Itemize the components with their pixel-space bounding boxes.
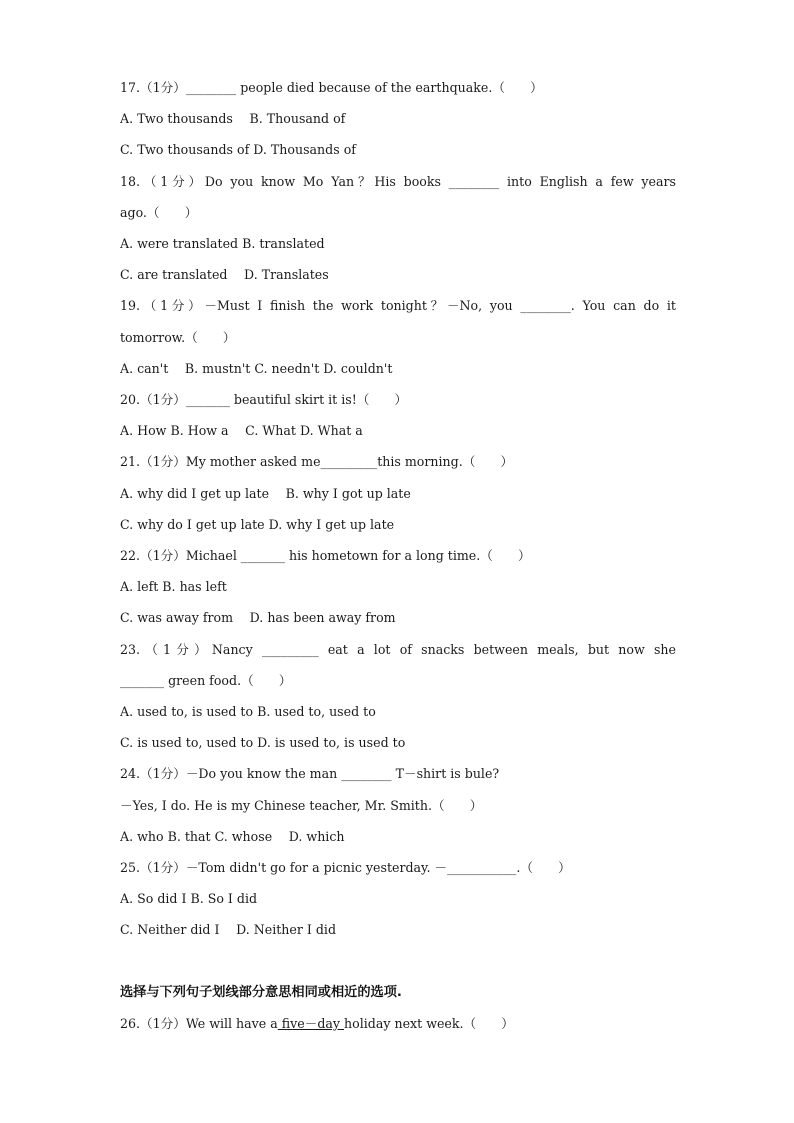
question-26-prefix: 26.（1分）We will have a <box>120 1016 278 1031</box>
question-23-options-1: A. used to, is used to B. used to, used to <box>120 704 376 719</box>
question-21-options-1: A. why did I get up late B. why I got up late <box>120 486 411 501</box>
question-23-cont: _______ green food.（ ） <box>120 673 292 688</box>
section-heading: 选择与下列句子划线部分意思相同或相近的选项. <box>120 985 402 1000</box>
question-18-options-1: A. were translated B. translated <box>120 236 325 251</box>
question-17-options-1: A. Two thousands B. Thousand of <box>120 111 346 126</box>
question-25: 25.（1分）－Tom didn't go for a picnic yesterday. －___________.（ ） <box>120 860 571 875</box>
question-20: 20.（1分）_______ beautiful skirt it is!（ ） <box>120 392 408 407</box>
question-23: 23.（1分）Nancy _________ eat a lot of snacks between meals, but now she <box>120 642 676 657</box>
question-24-options-1: A. who B. that C. whose D. which <box>120 829 345 844</box>
question-26 <box>120 1016 676 1032</box>
question-17-options-2: C. Two thousands of D. Thousands of <box>120 142 356 157</box>
question-20-options-1: A. How B. How a C. What D. What a <box>120 423 363 438</box>
question-24: 24.（1分）－Do you know the man ________ T－shirt is bule? <box>120 766 500 781</box>
question-22-options-2: C. was away from D. has been away from <box>120 610 396 625</box>
question-18-cont: ago.（ ） <box>120 205 198 220</box>
question-24-cont: －Yes, I do. He is my Chinese teacher, Mr. Smith.（ ） <box>120 798 483 813</box>
question-17: 17.（1分）________ people died because of the earthquake.（ ） <box>120 80 543 95</box>
question-18-options-2: C. are translated D. Translates <box>120 267 329 282</box>
question-19-cont: tomorrow.（ ） <box>120 330 236 345</box>
question-26-suffix: holiday next week.（ ） <box>344 1016 514 1031</box>
question-25-options-2: C. Neither did I D. Neither I did <box>120 922 336 937</box>
question-19: 19.（1分）－Must I finish the work tonight？－No, you ________. You can do it <box>120 298 676 313</box>
question-26-underlined-phrase: five－day <box>277 1016 345 1031</box>
question-21: 21.（1分）My mother asked me_________this morning.（ ） <box>120 454 514 469</box>
question-19-options-1: A. can't B. mustn't C. needn't D. couldn't <box>120 361 393 376</box>
question-22-options-1: A. left B. has left <box>120 579 227 594</box>
question-23-options-2: C. is used to, used to D. is used to, is used to <box>120 735 406 750</box>
question-21-options-2: C. why do I get up late D. why I get up late <box>120 517 395 532</box>
question-22: 22.（1分）Michael _______ his hometown for a long time.（ ） <box>120 548 531 563</box>
question-18: 18.（1分）Do you know Mo Yan？His books ________ into English a few years <box>120 174 676 189</box>
question-25-options-1: A. So did I B. So I did <box>120 891 258 906</box>
